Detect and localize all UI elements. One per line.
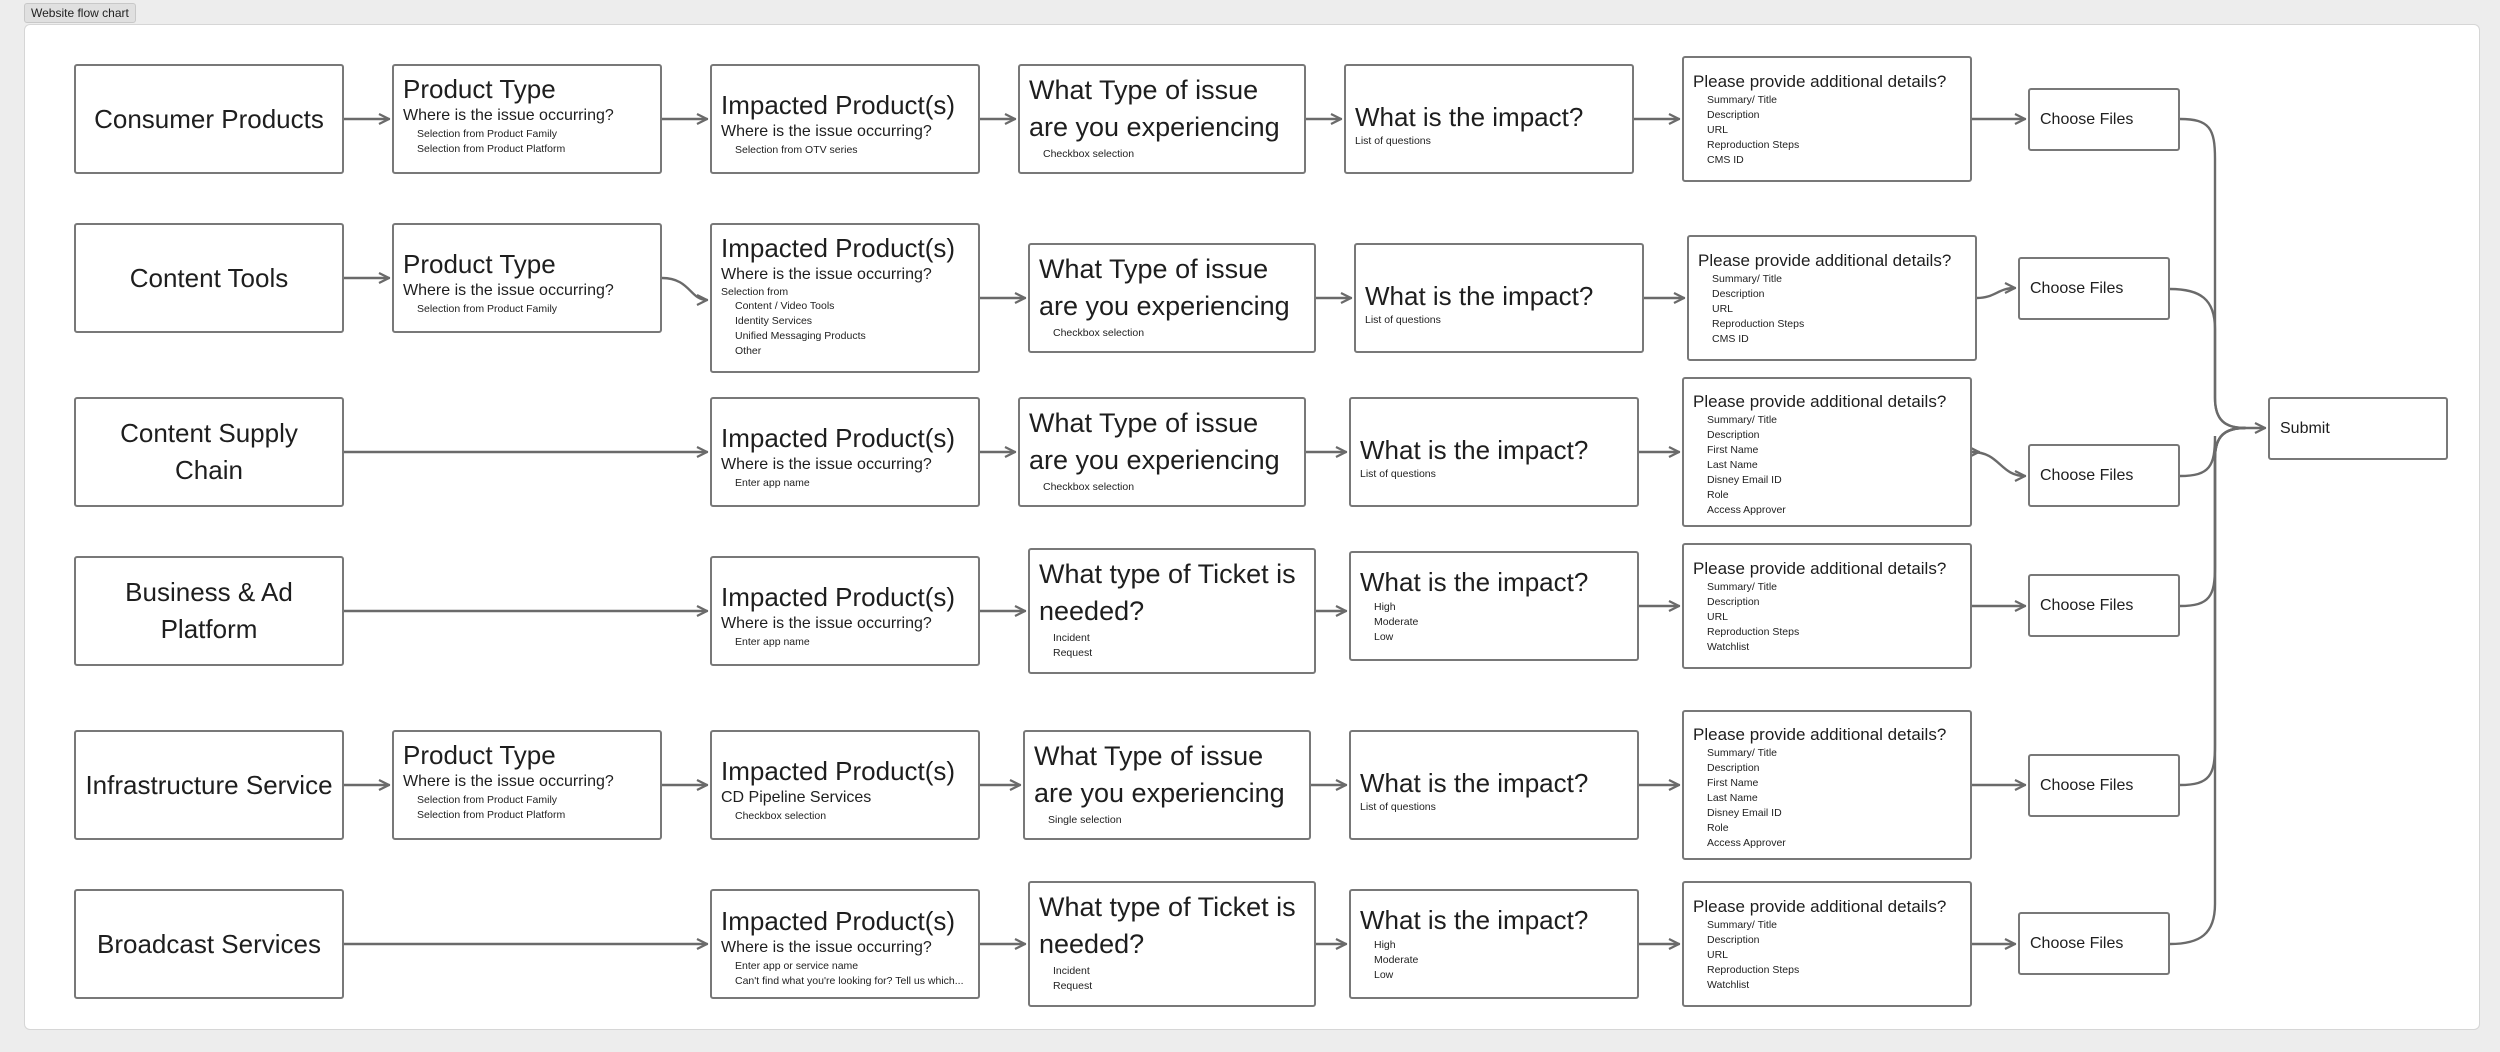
issue-type-title: What Type of issue are you experiencing [1034,741,1285,808]
impact-title: What is the impact? [1355,102,1584,132]
list-item: • Low [1374,630,1628,645]
details-box[interactable] [1682,377,1972,527]
issue-type-title: What Type of issue are you experiencing [1029,408,1280,475]
impacted-products-list [721,959,969,989]
details-list [1693,413,1961,518]
impact-title: What is the impact? [1360,768,1589,798]
list-item: • Enter app name [735,635,969,650]
list-item: • Unified Messaging Products [735,329,969,344]
list-item: • Summary/ Title [1707,580,1961,595]
list-item: • Checkbox selection [1053,326,1305,341]
category-content-supply-chain[interactable]: Content Supply Chain [74,397,344,507]
issue-type-box[interactable] [1018,64,1306,174]
list-item: • Selection from Product Family [417,302,651,317]
choose-files-button[interactable]: Choose Files [2018,257,2170,320]
category-content-tools[interactable]: Content Tools [74,223,344,333]
impact-list [1360,600,1628,645]
list-item: • Summary/ Title [1712,272,1966,287]
impacted-products-question: Where is the issue occurring? [721,615,932,632]
list-item: • URL [1707,610,1961,625]
product-type-question: Where is the issue occurring? [403,773,614,790]
impact-box[interactable] [1354,243,1644,353]
issue-type-box[interactable] [1028,243,1316,353]
impacted-products-list [721,476,969,491]
choose-files-button[interactable]: Choose Files [2028,88,2180,151]
details-title: Please provide additional details? [1693,559,1947,578]
product-type-title: Product Type [403,74,556,104]
list-item: • Reproduction Steps [1707,138,1961,153]
list-item: • Checkbox selection [1043,480,1295,495]
issue-type-list [1034,813,1300,828]
list-item: • Reproduction Steps [1707,625,1961,640]
impact-note: List of questions [1360,801,1436,813]
list-item: • Watchlist [1707,640,1961,655]
choose-files-button[interactable]: Choose Files [2018,912,2170,975]
impacted-products-title: Impacted Product(s) [721,756,956,786]
details-list [1693,93,1961,168]
issue-type-box[interactable] [1018,397,1306,507]
impact-box[interactable] [1349,730,1639,840]
product-type-list [403,127,651,157]
impacted-products-question: CD Pipeline Services [721,789,872,806]
choose-files-button[interactable]: Choose Files [2028,444,2180,507]
product-type-box[interactable] [392,730,662,840]
flow-arrow [1977,288,2015,298]
impacted-products-note: Selection from [721,286,789,298]
list-item: • Reproduction Steps [1707,963,1961,978]
issue-type-title: What Type of issue are you experiencing [1039,254,1290,321]
details-box[interactable] [1687,235,1977,361]
ticket-type-list [1039,964,1305,994]
impacted-products-question: Where is the issue occurring? [721,939,932,956]
impacted-products-box[interactable] [710,64,980,174]
list-item: • Checkbox selection [735,809,969,824]
impacted-products-title: Impacted Product(s) [721,233,956,263]
list-item: • Description [1707,761,1961,776]
impact-note: List of questions [1355,135,1431,147]
impacted-products-box[interactable] [710,556,980,666]
details-box[interactable] [1682,56,1972,182]
list-item: • Incident [1053,631,1305,646]
list-item: • First Name [1707,776,1961,791]
list-item: • First Name [1707,443,1961,458]
issue-type-title: What Type of issue are you experiencing [1029,75,1280,142]
list-item: • Moderate [1374,953,1628,968]
list-item: • Identity Services [735,314,969,329]
impacted-products-list [721,809,969,824]
list-item: • Enter app or service name [735,959,969,974]
list-item: • Incident [1053,964,1305,979]
merge-connector [2170,289,2245,428]
impacted-products-list [721,143,969,158]
list-item: • Moderate [1374,615,1628,630]
details-list [1693,918,1961,993]
details-title: Please provide additional details? [1693,72,1947,91]
impact-title: What is the impact? [1360,567,1589,597]
list-item: • Watchlist [1707,978,1961,993]
ticket-type-title: What type of Ticket is needed? [1039,892,1296,959]
list-item: • Role [1707,821,1961,836]
details-box[interactable] [1682,710,1972,860]
impacted-products-box[interactable] [710,730,980,840]
category-infrastructure-service[interactable]: Infrastructure Service [74,730,344,840]
category-consumer-products[interactable]: Consumer Products [74,64,344,174]
product-type-title: Product Type [403,249,556,279]
impact-box[interactable] [1349,889,1639,999]
impacted-products-box[interactable] [710,397,980,507]
list-item: • URL [1712,302,1966,317]
impact-box[interactable] [1344,64,1634,174]
impact-box[interactable] [1349,551,1639,661]
ticket-type-title: What type of Ticket is needed? [1039,559,1296,626]
list-item: • Access Approver [1707,503,1961,518]
details-title: Please provide additional details? [1693,897,1947,916]
issue-type-list [1029,147,1295,162]
impact-note: List of questions [1365,314,1441,326]
impacted-products-list [721,299,969,359]
details-box[interactable] [1682,543,1972,669]
list-item: • Description [1707,108,1961,123]
list-item: • Summary/ Title [1707,918,1961,933]
list-item: • Reproduction Steps [1712,317,1966,332]
product-type-box[interactable] [392,223,662,333]
merge-connector [2180,428,2245,476]
list-item: • CMS ID [1712,332,1966,347]
ticket-type-box[interactable] [1028,881,1316,1007]
submit-button[interactable]: Submit [2268,397,2448,460]
list-item: • Content / Video Tools [735,299,969,314]
list-item: • Selection from Product Family [417,793,651,808]
issue-type-list [1029,480,1295,495]
list-item: • Disney Email ID [1707,473,1961,488]
list-item: • Selection from Product Platform [417,808,651,823]
category-business-ad-platform[interactable]: Business & Ad Platform [74,556,344,666]
impact-title: What is the impact? [1360,435,1589,465]
list-item: • Selection from OTV series [735,143,969,158]
impacted-products-title: Impacted Product(s) [721,423,956,453]
product-type-title: Product Type [403,740,556,770]
flow-arrow [1972,452,2025,476]
issue-type-box[interactable] [1023,730,1311,840]
details-title: Please provide additional details? [1693,392,1947,411]
list-item: • Last Name [1707,791,1961,806]
impacted-products-question: Where is the issue occurring? [721,456,932,473]
list-item: • URL [1707,123,1961,138]
details-list [1698,272,1966,347]
impacted-products-title: Impacted Product(s) [721,582,956,612]
list-item: • Access Approver [1707,836,1961,851]
product-type-list [403,302,651,317]
list-item: • Selection from Product Family [417,127,651,142]
list-item: • Summary/ Title [1707,413,1961,428]
details-list [1693,746,1961,851]
list-item: • Can't find what you're looking for? Tell us which... [735,974,969,989]
impacted-products-title: Impacted Product(s) [721,90,956,120]
impacted-products-question: Where is the issue occurring? [721,266,932,283]
list-item: • Single selection [1048,813,1300,828]
ticket-type-box[interactable] [1028,548,1316,674]
list-item: • Request [1053,979,1305,994]
product-type-list [403,793,651,823]
impact-note: List of questions [1360,468,1436,480]
impacted-products-title: Impacted Product(s) [721,906,956,936]
list-item: • Disney Email ID [1707,806,1961,821]
product-type-box[interactable] [392,64,662,174]
list-item: • Description [1707,428,1961,443]
list-item: • Last Name [1707,458,1961,473]
impacted-products-box[interactable] [710,223,980,373]
details-box[interactable] [1682,881,1972,1007]
impact-box[interactable] [1349,397,1639,507]
list-item: • Low [1374,968,1628,983]
list-item: • Description [1707,933,1961,948]
list-item: • Other [735,344,969,359]
list-item: • CMS ID [1707,153,1961,168]
list-item: • Description [1712,287,1966,302]
merge-connector [2170,428,2245,944]
category-broadcast-services[interactable]: Broadcast Services [74,889,344,999]
list-item: • Selection from Product Platform [417,142,651,157]
product-type-question: Where is the issue occurring? [403,282,614,299]
list-item: • Description [1707,595,1961,610]
choose-files-button[interactable]: Choose Files [2028,574,2180,637]
list-item: • URL [1707,948,1961,963]
merge-connector [2180,119,2245,428]
issue-type-list [1039,326,1305,341]
list-item: • Enter app name [735,476,969,491]
details-list [1693,580,1961,655]
list-item: • Summary/ Title [1707,746,1961,761]
product-type-question: Where is the issue occurring? [403,107,614,124]
ticket-type-list [1039,631,1305,661]
list-item: • High [1374,600,1628,615]
list-item: • Role [1707,488,1961,503]
list-item: • High [1374,938,1628,953]
choose-files-button[interactable]: Choose Files [2028,754,2180,817]
impacted-products-list [721,635,969,650]
details-title: Please provide additional details? [1693,725,1947,744]
impact-title: What is the impact? [1365,281,1594,311]
impact-list [1360,938,1628,983]
details-title: Please provide additional details? [1698,251,1952,270]
list-item: • Checkbox selection [1043,147,1295,162]
impacted-products-question: Where is the issue occurring? [721,123,932,140]
list-item: • Summary/ Title [1707,93,1961,108]
list-item: • Request [1053,646,1305,661]
frame-title-tab[interactable]: Website flow chart [24,3,136,23]
impact-title: What is the impact? [1360,905,1589,935]
impacted-products-box[interactable] [710,889,980,999]
flow-arrow [662,278,707,300]
